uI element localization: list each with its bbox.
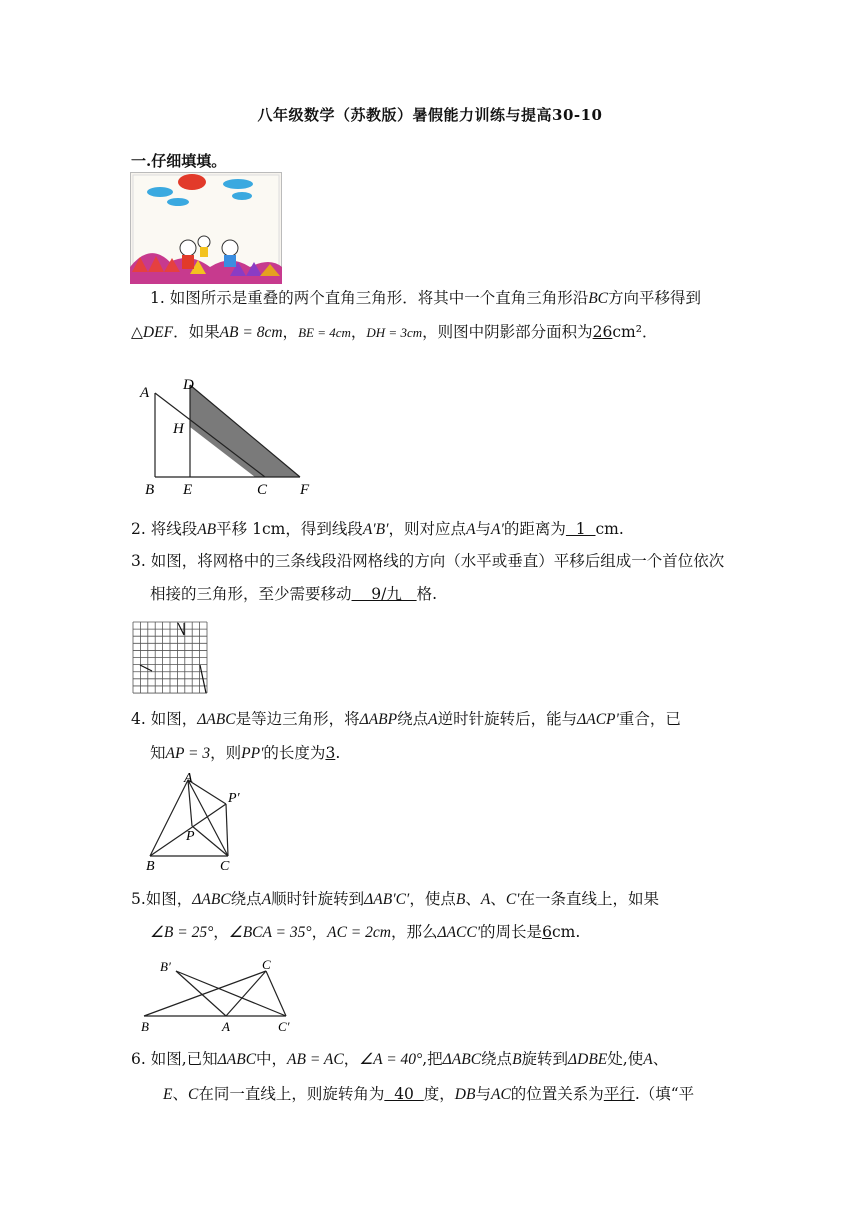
- q1-line1: [150, 287, 701, 310]
- q6-var-b: B: [512, 1051, 522, 1068]
- q6-var-c: C: [187, 1086, 199, 1103]
- q5-answer: 6: [542, 923, 552, 941]
- q2-text: 平移 1cm，得到线段: [216, 520, 363, 538]
- q2-var-a1: A′: [491, 521, 504, 538]
- label-c: C: [262, 957, 271, 972]
- q6-text: ，: [343, 1050, 360, 1068]
- q6-text: 、: [172, 1085, 188, 1103]
- q2-text: 2. 将线段: [131, 520, 198, 538]
- q4-text: .: [335, 744, 341, 762]
- q2-var-a: A: [466, 521, 476, 538]
- q6-line1: [131, 1048, 668, 1071]
- q6-text: ,把: [422, 1050, 443, 1068]
- page-title: 八年级数学（苏教版）暑假能力训练与提高30-10: [257, 106, 603, 124]
- q6-text: 、: [652, 1050, 669, 1068]
- figure-1-triangles: [135, 375, 335, 504]
- q5-var-a: A: [261, 891, 272, 908]
- label-c: C: [220, 859, 230, 874]
- q5-text: 5.如图，: [131, 890, 193, 908]
- q1-text: ．如果: [173, 323, 220, 341]
- q5-text: ，: [213, 923, 229, 941]
- q6-text: 旋转到: [521, 1050, 569, 1068]
- q6-line2: [163, 1083, 694, 1106]
- q5-text: 绕点: [230, 890, 262, 908]
- q4-ap-value: AP = 3: [165, 745, 211, 762]
- q3-line1: 3. 如图，将网格中的三条线段沿网格线的方向（水平或垂直）平移后组成一个首位依次: [131, 552, 725, 570]
- label-a: A: [184, 771, 193, 786]
- q5-text: ，使点: [409, 890, 456, 908]
- q4-var-pp: PP': [241, 745, 264, 762]
- q4-var-abp: ΔABP: [359, 711, 398, 728]
- q4-var-abc: ΔABC: [197, 711, 236, 728]
- section-heading: 一.仔细填填。: [131, 152, 227, 170]
- q6-text: 6. 如图,已知: [131, 1050, 218, 1068]
- q4-answer: 3: [325, 744, 336, 762]
- figure-5-rotation: [138, 955, 298, 1039]
- label-c: C: [257, 482, 268, 498]
- q6-text: 中，: [256, 1050, 288, 1068]
- q2-text: 与: [475, 520, 492, 538]
- q6-text: 在同一直线上，则旋转角为: [198, 1085, 385, 1103]
- q4-text: ，则: [210, 744, 242, 762]
- q6-answer-relation: 平行: [603, 1085, 635, 1103]
- q5-text: ，那么: [390, 923, 438, 941]
- q5-line2: [150, 921, 580, 944]
- label-b: B: [146, 859, 155, 874]
- q6-var-dbe: ΔDBE: [568, 1051, 608, 1068]
- label-e: E: [183, 482, 193, 498]
- q3-line2: [150, 583, 437, 605]
- figure-3-grid: [132, 621, 209, 698]
- q3-text: 格.: [416, 585, 438, 603]
- q6-text: .（填“平: [634, 1085, 695, 1103]
- q4-text: 是等边三角形，将: [235, 710, 360, 728]
- q6-ab-ac: AB = AC: [287, 1051, 344, 1068]
- q1-dh-value: DH = 3cm: [366, 325, 423, 340]
- q5-text: 、: [490, 890, 506, 908]
- q5-ac-value: AC = 2cm: [327, 924, 391, 941]
- q5-var-b: B: [455, 891, 466, 908]
- q4-text: 的长度为: [263, 744, 326, 762]
- q1-text: ．: [641, 323, 658, 341]
- label-b-prime: B′: [160, 959, 171, 974]
- q5-text: 在一条直线上，如果: [519, 890, 659, 908]
- q6-var-abc: ΔABC: [217, 1051, 257, 1068]
- q2-text: ，则对应点: [388, 520, 467, 538]
- q2-var-a1b1: A′B′: [362, 521, 389, 538]
- q6-var-db: DB: [454, 1086, 476, 1103]
- q5-var-abc-prime: ΔAB′C′: [364, 891, 410, 908]
- label-b: B: [145, 482, 155, 498]
- q4-text: 重合，已: [618, 710, 681, 728]
- q1-text: ，: [282, 323, 299, 341]
- q2-line: [131, 518, 624, 541]
- q6-angle-a: ∠A = 40°: [359, 1051, 423, 1068]
- q1-answer: 26: [592, 323, 613, 341]
- label-a: A: [140, 385, 150, 401]
- label-p-prime: P′: [228, 791, 240, 806]
- q1-be-value: BE = 4cm: [298, 325, 351, 340]
- q4-text: 4. 如图，: [131, 710, 198, 728]
- q4-line2: [150, 742, 340, 765]
- q1-text: 1. 如图所示是重叠的两个直角三角形．将其中一个直角三角形沿: [150, 289, 589, 307]
- q6-var-ac: AC: [490, 1086, 511, 1103]
- q2-answer: 1: [565, 520, 596, 538]
- label-p: P: [186, 829, 195, 844]
- q5-var-abc: ΔABC: [192, 891, 231, 908]
- q5-text: 、: [465, 890, 481, 908]
- q1-var-def: DEF: [142, 324, 174, 341]
- q4-var-acp: ΔACP': [577, 711, 619, 728]
- label-d: D: [183, 377, 194, 393]
- label-a: A: [222, 1019, 230, 1034]
- q1-text: ，则图中阴影部分面积为: [422, 323, 593, 341]
- q5-text: 顺时针旋转到: [271, 890, 365, 908]
- q5-line1: [131, 888, 659, 911]
- q5-var-a2: A: [480, 891, 491, 908]
- q6-var-e: E: [163, 1086, 173, 1103]
- q5-angle-b: ∠B = 25°: [150, 924, 214, 941]
- q5-angle-bca: ∠BCA = 35°: [228, 924, 312, 941]
- q1-var-bc: BC: [588, 290, 609, 307]
- figure-4-equilateral: [140, 770, 255, 879]
- q3-answer: 9/九: [351, 585, 417, 603]
- q4-text: 绕点: [397, 710, 429, 728]
- q6-text: 与: [475, 1085, 491, 1103]
- q6-var-a: A: [643, 1051, 653, 1068]
- q5-text: ，: [311, 923, 328, 941]
- label-f: F: [300, 482, 310, 498]
- q6-var-abc2: ΔABC: [442, 1051, 482, 1068]
- q4-var-a: A: [428, 711, 438, 728]
- q2-var-ab: AB: [197, 521, 217, 538]
- q1-unit: cm²: [612, 323, 642, 341]
- q4-line1: [131, 708, 681, 731]
- label-c-prime: C′: [278, 1019, 290, 1034]
- q5-text: 的周长是: [480, 923, 543, 941]
- q6-text: 度，: [423, 1085, 455, 1103]
- q5-var-c-prime: C': [505, 891, 520, 908]
- q1-text: ，: [350, 323, 367, 341]
- q6-text: 处,使: [607, 1050, 644, 1068]
- label-h: H: [173, 421, 184, 437]
- children-drawing-image: [130, 172, 282, 284]
- q4-text: 逆时针旋转后，能与: [437, 710, 578, 728]
- q1-text: 方向平移得到: [608, 289, 702, 307]
- q6-answer-angle: 40: [384, 1085, 424, 1103]
- q6-text: 绕点: [481, 1050, 513, 1068]
- q2-text: cm.: [595, 520, 624, 538]
- q4-text: 知: [150, 744, 166, 762]
- q1-line2: [131, 321, 657, 344]
- q1-text: △: [131, 323, 143, 341]
- q2-text: 的距离为: [503, 520, 566, 538]
- q6-text: 的位置关系为: [510, 1085, 604, 1103]
- q3-text: 相接的三角形，至少需要移动: [150, 585, 352, 603]
- q1-ab-value: AB = 8cm: [219, 324, 283, 341]
- label-b: B: [141, 1019, 149, 1034]
- q5-var-acc: ΔACC': [437, 924, 481, 941]
- q5-text: cm.: [551, 923, 581, 941]
